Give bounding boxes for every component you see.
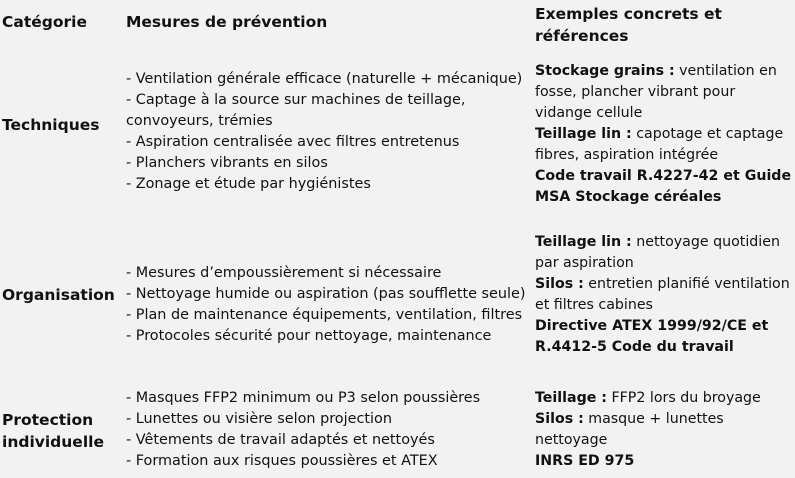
measure-item: - Masques FFP2 minimum ou P3 selon poussières [126, 390, 481, 406]
header-measures: Mesures de prévention [126, 13, 328, 31]
measure-item: - Mesures d’empoussièrement si nécessaire [126, 265, 442, 281]
example-item [535, 409, 735, 451]
example-text: entretien planifié ventilation et filtres cabines [535, 276, 790, 313]
measure-item: - Plan de maintenance équipements, ventilation, filtres [126, 307, 523, 323]
category-line: individuelle [2, 433, 104, 451]
measure-item: - Zonage et étude par hygiénistes [126, 176, 371, 192]
header-examples: Exemples concrets et références [535, 5, 722, 45]
examples-protection [535, 388, 775, 472]
measure-item: - Formation aux risques poussières et ATEX [126, 453, 438, 469]
example-text: capotage et captage fibres, aspiration intégrée [535, 126, 784, 163]
category-techniques: Techniques [2, 116, 100, 134]
measure-item: - Aspiration centralisée avec filtres entretenus [126, 134, 460, 150]
category-protection [2, 409, 104, 453]
example-label: Stockage grains : [535, 63, 675, 79]
example-item [535, 316, 793, 358]
measure-item: - Protocoles sécurité pour nettoyage, maintenance [126, 328, 492, 344]
example-text: nettoyage quotidien par aspiration [535, 234, 780, 271]
measure-item: - Vêtements de travail adaptés et nettoyés [126, 432, 435, 448]
example-label: Teillage : [535, 390, 607, 406]
measure-item: - Nettoyage humide ou aspiration (pas soufflette seule) [126, 286, 526, 302]
example-text: FFP2 lors du broyage [606, 390, 761, 406]
example-label: INRS ED 975 [535, 453, 635, 469]
examples-organisation [535, 232, 793, 358]
measure-item: convoyeurs, trémies [126, 113, 273, 129]
example-label: Teillage lin : [535, 234, 632, 250]
header-category: Catégorie [2, 13, 87, 31]
measure-item: - Ventilation générale efficace (naturelle + mécanique) [126, 71, 523, 87]
example-text: masque + lunettes nettoyage [535, 411, 724, 448]
example-item [535, 451, 775, 472]
category-line: Protection [2, 411, 94, 429]
measures-techniques [126, 69, 522, 195]
example-label: Silos : [535, 411, 584, 427]
measures-protection [126, 388, 480, 472]
example-label: Code travail R.4227-42 et Guide MSA Stockage céréales [535, 168, 792, 205]
example-item [535, 388, 775, 409]
example-item [535, 166, 793, 208]
examples-techniques [535, 61, 793, 208]
example-item [535, 124, 793, 166]
measures-organisation [126, 263, 526, 347]
measure-item: - Captage à la source sur machines de teillage, [126, 92, 466, 108]
measure-item: - Planchers vibrants en silos [126, 155, 328, 171]
example-label: Teillage lin : [535, 126, 632, 142]
example-item [535, 274, 793, 316]
example-item [535, 232, 793, 274]
example-label: Silos : [535, 276, 584, 292]
example-item [535, 61, 793, 124]
category-organisation: Organisation [2, 286, 115, 304]
example-label: Directive ATEX 1999/92/CE et R.4412-5 Code du travail [535, 318, 769, 355]
measure-item: - Lunettes ou visière selon projection [126, 411, 392, 427]
example-text: ventilation en fosse, plancher vibrant pour vidange cellule [535, 63, 777, 121]
